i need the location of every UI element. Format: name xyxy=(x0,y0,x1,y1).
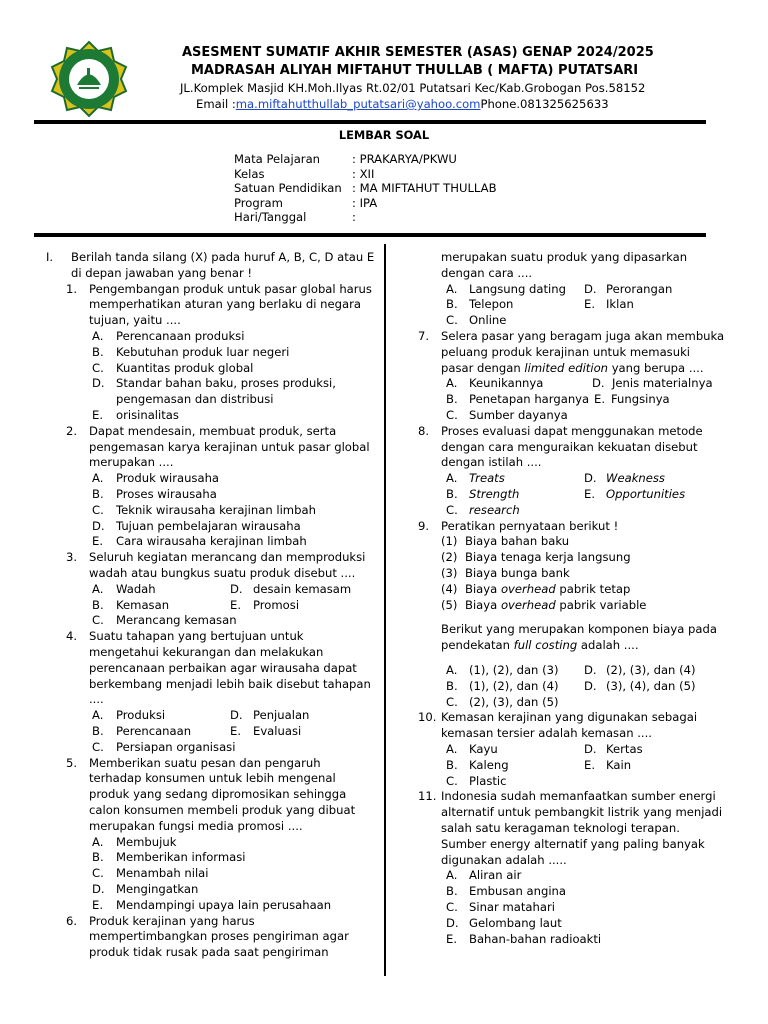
meta-value: : XII xyxy=(352,166,375,181)
logo-emblem-icon xyxy=(46,40,132,120)
option-text: Kertas xyxy=(606,742,643,756)
option-letter: C. xyxy=(92,866,104,881)
contact-line xyxy=(196,97,609,111)
sheet-title: LEMBAR SOAL xyxy=(338,128,430,142)
instruction-text: di depan jawaban yang benar ! xyxy=(71,265,253,280)
statement-number: (4) xyxy=(441,581,458,596)
question-number: 6. xyxy=(66,913,78,928)
option-letter: D. xyxy=(230,708,243,723)
option-letter: E. xyxy=(230,597,242,612)
option-letter: E. xyxy=(446,931,458,946)
option-text: Gelombang laut xyxy=(469,915,562,930)
option-text: Perencanaan xyxy=(116,724,192,738)
option-text: Telepon xyxy=(469,297,514,312)
option-text: Produk wirausaha xyxy=(116,471,220,486)
option-letter: C. xyxy=(446,313,458,328)
option-letter: D. xyxy=(592,376,605,391)
option-text: (1), (2), dan (4) xyxy=(469,678,559,693)
option-letter: D. xyxy=(92,882,105,896)
meta-key: Program xyxy=(234,195,283,210)
question-text: .... xyxy=(89,692,104,707)
question-text: pengemasan karya kerajinan untuk pasar global xyxy=(89,439,370,454)
option-letter: E. xyxy=(92,534,104,549)
email-label: Email : xyxy=(196,97,236,111)
question-text: merupakan fungsi media promosi .... xyxy=(89,818,303,833)
option-letter: D. xyxy=(230,581,243,596)
option-letter: D. xyxy=(92,518,105,533)
option-text: Sinar matahari xyxy=(469,900,555,914)
option-text: Memberikan informasi xyxy=(116,850,246,865)
option-text: Fungsinya xyxy=(611,392,670,407)
option-text: Wadah xyxy=(116,581,156,596)
option-text: Persiapan organisasi xyxy=(116,739,236,754)
option-text: Kain xyxy=(606,757,632,772)
option-text: Treats xyxy=(469,471,505,486)
question-text: mempertimbangkan proses pengiriman agar xyxy=(89,929,349,944)
statement-text: Biaya tenaga kerja langsung xyxy=(465,550,631,565)
question-text: Pengembangan produk untuk pasar global harus xyxy=(89,281,372,296)
option-letter: C. xyxy=(92,360,104,375)
question-text: Indonesia sudah memanfaatkan sumber energi xyxy=(441,789,716,804)
option-letter: A. xyxy=(92,329,104,343)
option-letter: D. xyxy=(584,471,597,486)
meta-row xyxy=(234,181,497,195)
option-letter: A. xyxy=(92,834,104,849)
question-text: memperhatikan aturan yang berlaku di negara xyxy=(89,297,361,312)
meta-rule xyxy=(34,233,706,237)
option-letter: C. xyxy=(92,613,104,628)
option-letter: A. xyxy=(446,868,458,883)
option-text: Penjualan xyxy=(253,708,310,723)
question-text: Proses evaluasi dapat menggunakan metode xyxy=(441,423,703,438)
option-text: Menambah nilai xyxy=(116,866,209,881)
option-letter: C. xyxy=(446,408,458,422)
option-letter: B. xyxy=(446,487,458,501)
option-letter: A. xyxy=(446,663,458,677)
question-number: 2. xyxy=(66,423,78,438)
statement-number: (2) xyxy=(441,550,458,565)
statement-text: Biaya overhead pabrik tetap xyxy=(465,581,631,596)
option-letter: E. xyxy=(584,757,596,772)
statement-number: (5) xyxy=(441,597,458,612)
option-letter: D. xyxy=(584,281,597,296)
meta-value: : MA MIFTAHUT THULLAB xyxy=(352,181,497,196)
option-text: Kemasan xyxy=(116,597,170,612)
option-text: Cara wirausaha kerajinan limbah xyxy=(116,534,307,549)
option-letter: B. xyxy=(446,297,458,312)
statement-number: (3) xyxy=(441,566,458,580)
option-letter: A. xyxy=(446,471,458,486)
option-text: Tujuan pembelajaran wirausaha xyxy=(116,518,301,533)
option-text: (3), (4), dan (5) xyxy=(606,678,696,693)
question-text: calon konsumen membeli produk yang dibuat xyxy=(89,803,356,817)
question-number: 5. xyxy=(66,755,78,770)
option-letter: B. xyxy=(92,850,104,865)
meta-row xyxy=(234,152,457,166)
option-letter: E. xyxy=(584,297,596,312)
option-letter: B. xyxy=(446,678,458,693)
option-letter: C. xyxy=(92,502,104,517)
question-text: pendekatan full costing adalah .... xyxy=(441,638,639,653)
option-text: Aliran air xyxy=(469,868,522,883)
option-letter: A. xyxy=(446,376,458,391)
option-letter: B. xyxy=(446,392,458,407)
option-text: desain kemasam xyxy=(253,581,352,596)
meta-value: : PRAKARYA/PKWU xyxy=(352,152,457,166)
question-text: terhadap konsumen untuk lebih mengenal xyxy=(89,771,336,786)
option-text: Perorangan xyxy=(606,281,673,296)
option-text: Standar bahan baku, proses produksi, xyxy=(116,376,336,391)
question-number: 4. xyxy=(66,629,78,644)
question-text: Sumber energy alternatif yang paling banyak xyxy=(441,836,705,851)
option-letter: B. xyxy=(92,344,104,359)
option-letter: A. xyxy=(446,742,458,756)
option-text: Proses wirausaha xyxy=(116,487,217,501)
option-text: Mendampingi upaya lain perusahaan xyxy=(116,897,332,912)
option-letter: A. xyxy=(446,281,458,296)
school-name: MADRASAH ALIYAH MIFTAHUT THULLAB ( MAFTA) PUTATSARI xyxy=(191,63,639,78)
question-number: 10. xyxy=(418,710,437,725)
email-link[interactable]: ma.miftahutthullab_putatsari@yahoo.com xyxy=(235,97,481,111)
option-letter: C. xyxy=(446,900,458,914)
option-letter: D. xyxy=(584,678,597,693)
option-text: Strength xyxy=(469,487,520,501)
meta-key: Kelas xyxy=(234,166,265,181)
option-text: Produksi xyxy=(116,708,166,723)
meta-key: Mata Pelajaran xyxy=(234,152,321,166)
madrasah-logo xyxy=(46,40,132,120)
meta-row xyxy=(234,210,356,224)
question-text: merupakan .... xyxy=(89,455,174,470)
question-number: 1. xyxy=(66,281,78,296)
question-text: Produk kerajinan yang harus xyxy=(89,913,255,928)
question-text: kemasan tersier adalah kemasan .... xyxy=(441,726,652,741)
meta-value: : IPA xyxy=(352,195,378,210)
question-number: 3. xyxy=(66,550,78,565)
option-letter: B. xyxy=(446,884,458,899)
option-letter: C. xyxy=(446,773,458,788)
option-text: Kebutuhan produk luar negeri xyxy=(116,344,290,359)
question-text: Kemasan kerajinan yang digunakan sebagai xyxy=(441,710,698,725)
question-number: 7. xyxy=(418,329,430,343)
option-text: Teknik wirausaha kerajinan limbah xyxy=(116,502,316,517)
question-text: Selera pasar yang beragam juga akan membuka xyxy=(441,329,725,343)
meta-key: Hari/Tanggal xyxy=(234,210,307,225)
meta-key: Satuan Pendidikan xyxy=(234,181,342,196)
option-letter: A. xyxy=(92,581,104,596)
question-text: salah satu keragaman teknologi terapan. xyxy=(441,821,680,835)
option-text: Membujuk xyxy=(116,834,177,849)
option-text: (1), (2), dan (3) xyxy=(469,663,559,677)
option-letter: E. xyxy=(594,392,606,407)
option-letter: C. xyxy=(446,694,458,709)
option-text: Embusan angina xyxy=(469,884,566,899)
option-letter: B. xyxy=(92,724,104,738)
option-letter: E. xyxy=(92,897,104,912)
option-text: Kuantitas produk global xyxy=(116,360,254,375)
statement-text: Biaya bunga bank xyxy=(465,566,570,580)
option-text: Mengingatkan xyxy=(116,882,199,896)
option-text: Bahan-bahan radioakti xyxy=(469,931,602,946)
option-letter: D. xyxy=(584,663,597,677)
option-text: Plastic xyxy=(469,773,507,788)
school-address: JL.Komplek Masjid KH.Moh.Ilyas Rt.02/01 Putatsari Kec/Kab.Grobogan Pos.58152 xyxy=(180,81,646,95)
option-text: Iklan xyxy=(606,297,634,312)
question-text: produk tidak rusak pada saat pengiriman xyxy=(89,945,329,960)
option-letter: B. xyxy=(446,757,458,772)
statement-number: (1) xyxy=(441,534,458,549)
option-text: Online xyxy=(469,313,507,328)
meta-row xyxy=(234,167,374,181)
option-letter: B. xyxy=(92,597,104,612)
question-text: perencanaan perbaikan agar wirausaha dapat xyxy=(89,660,357,675)
question-text: Memberikan suatu pesan dan pengaruh xyxy=(89,755,321,770)
question-number: 9. xyxy=(418,518,430,533)
option-text: Kayu xyxy=(469,742,498,756)
question-text: digunakan adalah ..... xyxy=(441,852,567,867)
option-letter: E. xyxy=(230,724,242,738)
option-text: Langsung dating xyxy=(469,281,566,296)
question-number: 8. xyxy=(418,423,430,438)
question-text: dengan cara menguraikan kekuatan disebut xyxy=(441,439,698,454)
question-text: berkembang menjadi lebih baik disebut tahapan xyxy=(89,676,371,691)
question-text: alternatif untuk pembangkit listrik yang menjadi xyxy=(441,805,723,820)
option-text: (2), (3), dan (5) xyxy=(469,694,559,709)
question-text: Suatu tahapan yang bertujuan untuk xyxy=(89,629,304,644)
statement-text: Biaya overhead pabrik variable xyxy=(465,597,647,612)
option-text: Merancang kemasan xyxy=(116,613,237,628)
header-rule xyxy=(34,120,706,124)
statement-text: Biaya bahan baku xyxy=(465,534,570,549)
option-letter: D. xyxy=(446,915,459,930)
question-text: mengetahui kekurangan dan melakukan xyxy=(89,645,324,659)
option-text: Weakness xyxy=(606,471,665,486)
option-letter: D. xyxy=(92,376,105,391)
question-text: Seluruh kegiatan merancang dan memproduksi xyxy=(89,550,366,565)
meta-value: : xyxy=(352,210,356,225)
meta-row xyxy=(234,196,377,210)
option-text: Sumber dayanya xyxy=(469,408,568,422)
phone-number: Phone.081325625633 xyxy=(480,97,609,111)
option-text: Promosi xyxy=(253,597,300,612)
question-text: dengan istilah .... xyxy=(441,455,542,470)
question-text: peluang produk kerajinan untuk memasuki xyxy=(441,344,690,359)
option-letter: E. xyxy=(584,487,596,501)
option-text: pengemasan dan distribusi xyxy=(116,392,274,407)
option-letter: A. xyxy=(92,471,104,486)
option-text: Evaluasi xyxy=(253,724,302,738)
question-text: pasar dengan limited edition yang berupa .... xyxy=(441,360,704,375)
question-text: Peratikan pernyataan berikut ! xyxy=(441,518,619,533)
question-number: 11. xyxy=(418,789,437,804)
option-text: Perencanaan produksi xyxy=(116,329,245,343)
option-letter: C. xyxy=(446,502,458,517)
column-divider xyxy=(384,244,386,976)
option-letter: D. xyxy=(584,742,597,756)
option-text: Keunikannya xyxy=(469,376,544,391)
instruction-number: I. xyxy=(46,250,54,264)
question-text: Berikut yang merupakan komponen biaya pada xyxy=(441,622,717,637)
option-text: Kaleng xyxy=(469,757,509,772)
option-text: (2), (3), dan (4) xyxy=(606,663,696,677)
instruction-text: Berilah tanda silang (X) pada huruf A, B, C, D atau E xyxy=(71,250,375,264)
exam-title: ASESMENT SUMATIF AKHIR SEMESTER (ASAS) GENAP 2024/2025 xyxy=(182,45,654,60)
option-text: orisinalitas xyxy=(116,408,179,422)
option-letter: C. xyxy=(92,739,104,754)
option-text: research xyxy=(469,502,520,517)
question-text: dengan cara .... xyxy=(441,265,533,280)
question-text: wadah atau bungkus suatu produk disebut .... xyxy=(89,566,356,580)
question-text: tujuan, yaitu .... xyxy=(89,313,181,328)
option-text: Penetapan harganya xyxy=(469,392,590,407)
option-letter: A. xyxy=(92,708,104,723)
question-text: merupakan suatu produk yang dipasarkan xyxy=(441,250,688,264)
option-text: Opportunities xyxy=(606,487,686,501)
question-text: Dapat mendesain, membuat produk, serta xyxy=(89,423,337,438)
option-text: Jenis materialnya xyxy=(612,376,713,391)
question-text: produk yang sedang dipromosikan sehingga xyxy=(89,787,347,802)
option-letter: B. xyxy=(92,487,104,501)
option-letter: E. xyxy=(92,408,104,422)
